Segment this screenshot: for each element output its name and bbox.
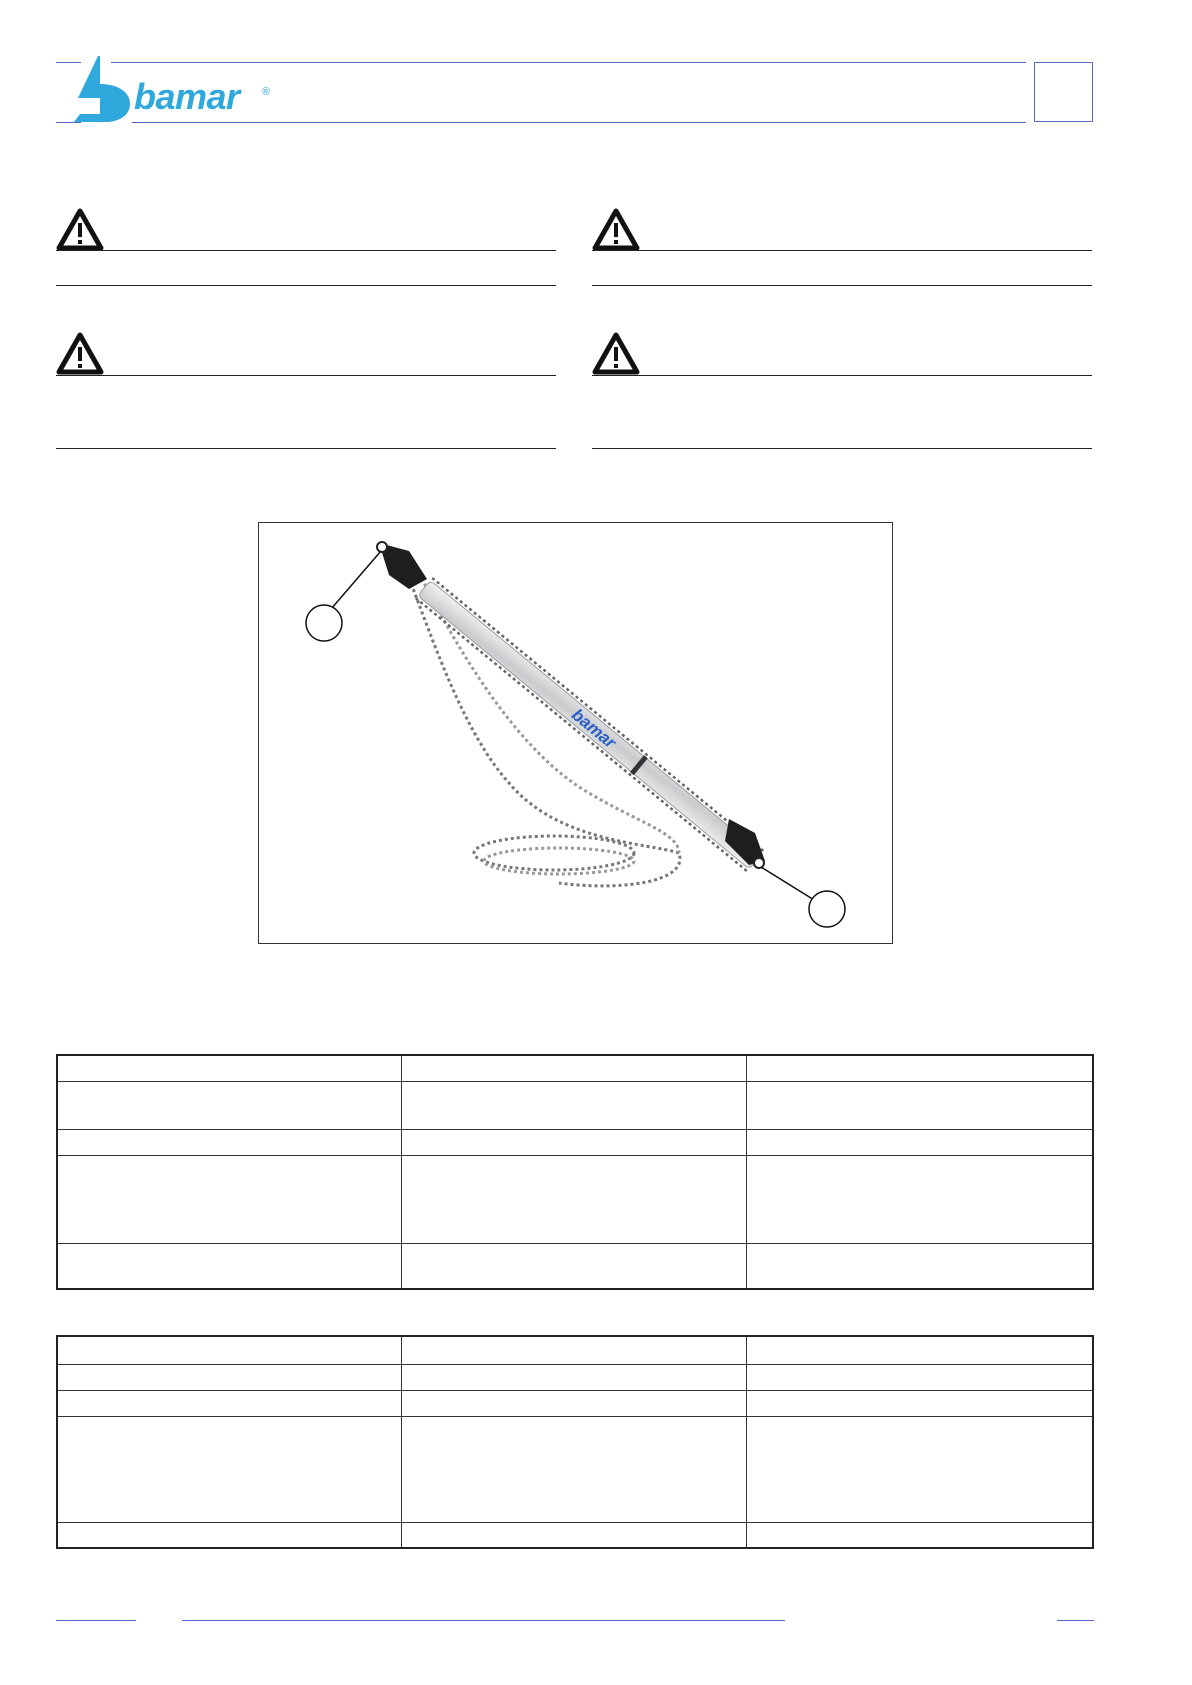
table-cell xyxy=(747,1129,1093,1155)
warning-rule xyxy=(56,375,556,376)
table-row xyxy=(57,1129,1093,1155)
warning-triangle-icon xyxy=(592,332,640,376)
warning-rule xyxy=(56,285,556,286)
table-cell xyxy=(401,1364,746,1390)
sailboat-logo-icon xyxy=(70,54,140,124)
page-number-box xyxy=(1034,62,1093,122)
table-cell xyxy=(57,1055,401,1081)
warning-rule xyxy=(592,250,1092,251)
table-cell xyxy=(747,1155,1093,1243)
table-cell xyxy=(57,1416,401,1522)
table-cell xyxy=(401,1155,746,1243)
brand-name: bamar xyxy=(134,76,240,117)
registered-mark: ® xyxy=(262,86,271,98)
footer-rule-center xyxy=(182,1620,785,1621)
table-cell xyxy=(401,1390,746,1416)
callout-circle-2 xyxy=(809,891,845,927)
table-cell xyxy=(747,1081,1093,1129)
table-row xyxy=(57,1055,1093,1081)
table-cell xyxy=(57,1243,401,1289)
warning-rule xyxy=(592,375,1092,376)
tensioner-rod-illustration xyxy=(259,523,893,944)
spec-table-2 xyxy=(56,1335,1094,1549)
table-cell xyxy=(747,1416,1093,1522)
table-cell xyxy=(401,1416,746,1522)
warning-block-1 xyxy=(56,208,556,288)
table-row xyxy=(57,1364,1093,1390)
table-cell xyxy=(57,1522,401,1548)
table-cell xyxy=(57,1336,401,1364)
table-cell xyxy=(401,1243,746,1289)
warning-triangle-icon xyxy=(56,208,104,252)
table-row xyxy=(57,1336,1093,1364)
warning-rule xyxy=(592,285,1092,286)
warning-rule xyxy=(56,448,556,449)
footer-rule-left xyxy=(56,1620,136,1621)
table-row xyxy=(57,1390,1093,1416)
table-cell xyxy=(401,1522,746,1548)
table-row xyxy=(57,1081,1093,1129)
table-row xyxy=(57,1522,1093,1548)
table-cell xyxy=(57,1129,401,1155)
table-cell xyxy=(57,1081,401,1129)
table-cell xyxy=(401,1129,746,1155)
warning-block-4 xyxy=(592,332,1092,450)
table-cell xyxy=(57,1390,401,1416)
warning-rule xyxy=(592,448,1092,449)
table-cell xyxy=(401,1336,746,1364)
warning-triangle-icon xyxy=(592,208,640,252)
warning-block-3 xyxy=(56,332,556,450)
table-cell xyxy=(747,1336,1093,1364)
table-cell xyxy=(747,1390,1093,1416)
callout-circle-1 xyxy=(306,605,342,641)
table-cell xyxy=(747,1364,1093,1390)
rod-brand-label: bamar xyxy=(568,705,620,753)
table-cell xyxy=(747,1055,1093,1081)
table-cell xyxy=(57,1155,401,1243)
table-cell xyxy=(401,1055,746,1081)
warning-rule xyxy=(56,250,556,251)
table-row xyxy=(57,1155,1093,1243)
footer-rule-right xyxy=(1057,1620,1094,1621)
warning-block-2 xyxy=(592,208,1092,288)
table-cell xyxy=(747,1522,1093,1548)
table-cell xyxy=(401,1081,746,1129)
spec-table-1 xyxy=(56,1054,1094,1290)
table-row xyxy=(57,1243,1093,1289)
table-cell xyxy=(747,1243,1093,1289)
table-row xyxy=(57,1416,1093,1522)
product-figure xyxy=(258,522,893,944)
table-cell xyxy=(57,1364,401,1390)
warning-triangle-icon xyxy=(56,332,104,376)
